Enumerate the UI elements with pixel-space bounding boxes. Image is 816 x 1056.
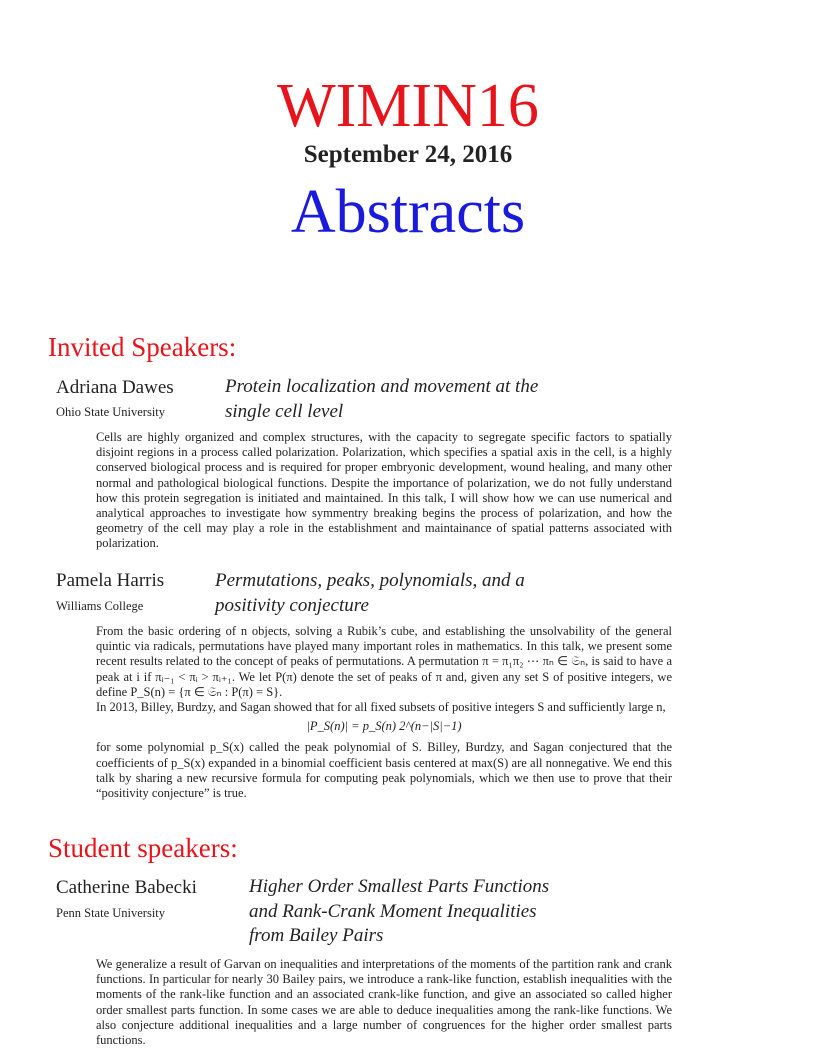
talk-title-line: and Rank-Crank Moment Inequalities bbox=[249, 900, 537, 922]
talk-title-line: Protein localization and movement at the bbox=[225, 376, 539, 397]
page-subtitle: Abstracts bbox=[290, 178, 526, 246]
talk-title bbox=[225, 375, 538, 424]
speaker-affiliation: Ohio State University bbox=[56, 405, 166, 419]
abstract-paragraph: for some polynomial p_S(x) called the peak polynomial of S. Billey, Burdzy, and Sagan conjectured that the coefficients of p_S(x) expanded in a binomial coefficient basis centered at max(S) are all nonnegative. We end this talk by sharing a new recursive formula for computing peak polynomials, which we then use to prove that their “positivity conjecture” is true. bbox=[96, 740, 672, 801]
page-title: WIMIN16 bbox=[277, 72, 539, 140]
talk-title bbox=[215, 569, 525, 618]
abstract-paragraph: Cells are highly organized and complex structures, with the capacity to segregate specific factors to spatially disjoint regions in a process called polarization. Polarization, which specifies a spatial axis in the cell, is a highly conserved biological process and is required for proper embryonic development, wound healing, and many other normal and pathological biological functions. Despite the importance of polarization, we do not fully understand how this protein segregation is initiated and maintained. In this talk, I will show how we can use numerical and analytical approaches to investigate how symmentry breaking begins the process of polarization, and how the geometry of the cell may play a role in the establishment and maintainance of spatial patterns associated with polarization. bbox=[96, 430, 672, 551]
speaker-affiliation: Williams College bbox=[56, 599, 144, 613]
talk-title-line: single cell level bbox=[225, 400, 344, 422]
speaker-name: Catherine Babecki bbox=[56, 877, 197, 898]
abstract bbox=[96, 624, 672, 801]
talk-title-line: Permutations, peaks, polynomials, and a bbox=[215, 570, 525, 591]
event-date: September 24, 2016 bbox=[303, 141, 513, 168]
abstract bbox=[96, 430, 672, 552]
talk-title-line: positivity conjecture bbox=[215, 594, 369, 616]
abstract-paragraph: From the basic ordering of n objects, solving a Rubik’s cube, and establishing the unsolvability of the general quintic via radicals, permutations have played many important roles in mathematics. In this talk, we present some recent results related to the concept of peaks of permutations. A permutation π = π₁π₂ ⋯ πₙ ∈ 𝔖ₙ, is said to have a peak at i if πᵢ₋₁ < πᵢ > πᵢ₊₁. We let P(π) denote the set of peaks of π and, given any set S of positive integers, we define P_S(n) = {π ∈ 𝔖ₙ : P(π) = S}. bbox=[96, 624, 672, 699]
speaker-name: Pamela Harris bbox=[56, 570, 165, 591]
talk-title-line: Higher Order Smallest Parts Functions bbox=[249, 876, 550, 897]
speaker-affiliation: Penn State University bbox=[56, 906, 166, 920]
section-heading-student: Student speakers: bbox=[48, 833, 238, 863]
section-heading-invited: Invited Speakers: bbox=[48, 332, 237, 362]
talk-title bbox=[249, 875, 549, 949]
talk-title-line: from Bailey Pairs bbox=[249, 925, 384, 946]
speaker-name: Adriana Dawes bbox=[56, 377, 174, 398]
abstract-paragraph: We generalize a result of Garvan on inequalities and interpretations of the moments of the partition rank and crank functions. In particular for nearly 30 Bailey pairs, we introduce a rank-like function, establish inequalities with the moments of the rank-like function and an associated crank-like function, and give an associated so called higher order smallest parts function. In some cases we are able to deduce inequalities among the rank-like functions. We also conjecture additional inequalities and a large number of congruences for the higher order smallest parts functions. bbox=[96, 957, 672, 1048]
abstract bbox=[96, 957, 672, 1048]
display-equation: |P_S(n)| = p_S(n) 2^(n−|S|−1) bbox=[306, 719, 462, 734]
abstract-paragraph: In 2013, Billey, Burdzy, and Sagan showed that for all fixed subsets of positive integers S and sufficiently large n, bbox=[96, 700, 666, 715]
